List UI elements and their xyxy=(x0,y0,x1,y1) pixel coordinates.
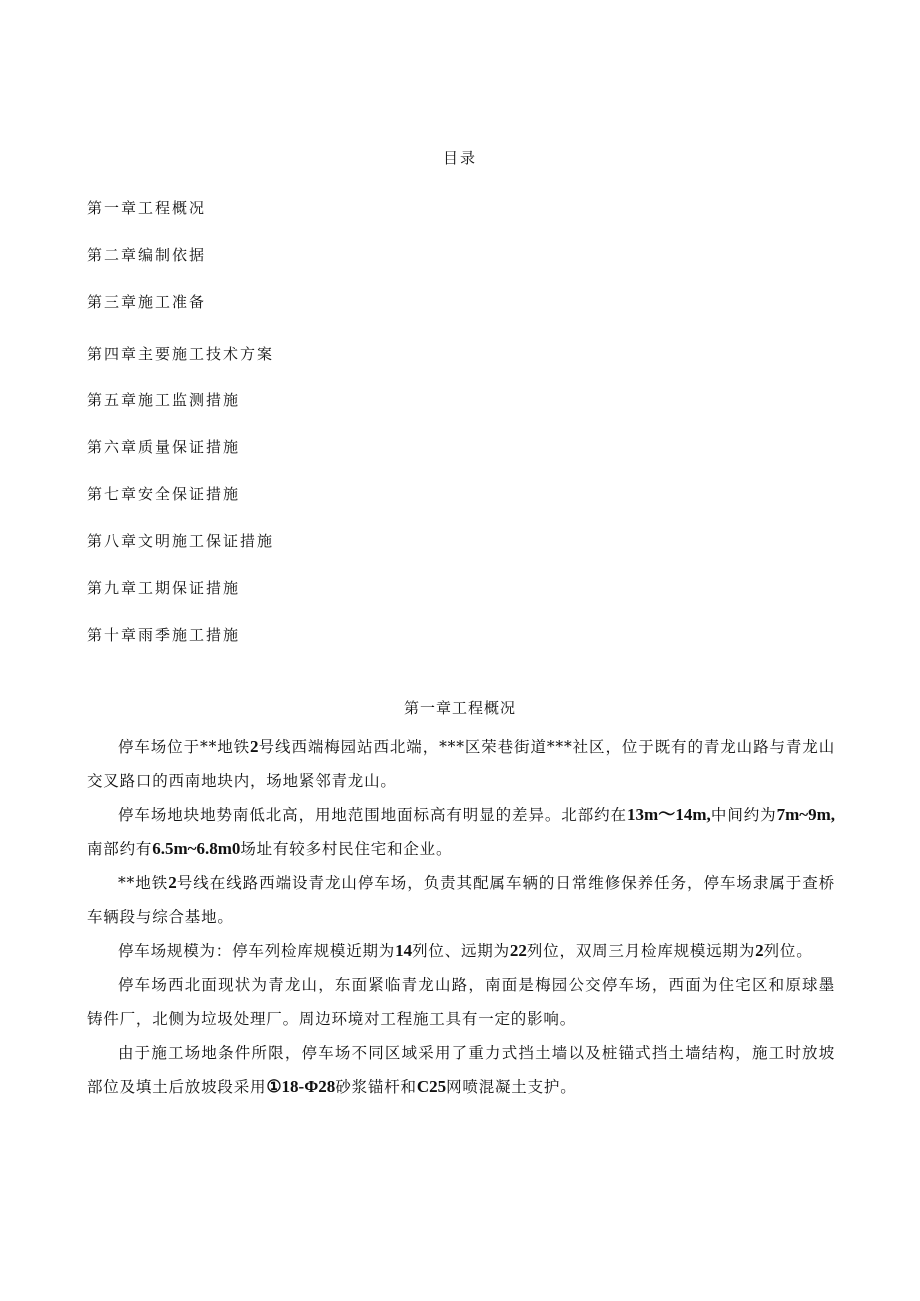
chapter-body xyxy=(87,730,835,1104)
paragraph: 由于施工场地条件所限，停车场不同区域采用了重力式挡土墙以及桩锚式挡土墙结构，施工时放坡部位及填土后放坡段采用①18-Φ28砂浆锚杆和C25网喷混凝土支护。 xyxy=(87,1044,835,1096)
toc-item: 第七章安全保证措施 xyxy=(87,485,241,503)
paragraph: 停车场位于**地铁2号线西端梅园站西北端，***区荣巷街道***社区，位于既有的青龙山路与青龙山交叉路口的西南地块内，场地紧邻青龙山。 xyxy=(87,737,836,790)
toc-item: 第八章文明施工保证措施 xyxy=(87,532,275,550)
toc-item: 第九章工期保证措施 xyxy=(87,579,241,597)
toc-title: 目录 xyxy=(442,149,477,167)
paragraph: 停车场规模为：停车列检库规模近期为14列位、远期为22列位，双周三月检库规模远期为2列位。 xyxy=(118,941,813,960)
toc-item: 第二章编制依据 xyxy=(87,246,207,264)
toc-item: 第十章雨季施工措施 xyxy=(87,626,241,644)
toc-item: 第五章施工监测措施 xyxy=(87,391,241,409)
paragraph: 停车场地块地势南低北高，用地范围地面标高有明显的差异。北部约在13m～14m,中间约为7m~9m,南部约有6.5m~6.8m0场址有较多村民住宅和企业。 xyxy=(87,805,835,858)
toc-item: 第四章主要施工技术方案 xyxy=(87,345,275,363)
chapter-title: 第一章工程概况 xyxy=(403,699,516,717)
paragraph: 停车场西北面现状为青龙山，东面紧临青龙山路，南面是梅园公交停车场，西面为住宅区和原球墨铸件厂，北侧为垃圾处理厂。周边环境对工程施工具有一定的影响。 xyxy=(87,976,835,1028)
toc-list xyxy=(87,196,274,647)
toc-item: 第三章施工准备 xyxy=(87,293,207,311)
paragraph: **地铁2号线在线路西端设青龙山停车场，负责其配属车辆的日常维修保养任务，停车场隶属于查桥车辆段与综合基地。 xyxy=(87,873,835,926)
toc-item: 第六章质量保证措施 xyxy=(87,438,241,456)
toc-item: 第一章工程概况 xyxy=(87,199,207,217)
